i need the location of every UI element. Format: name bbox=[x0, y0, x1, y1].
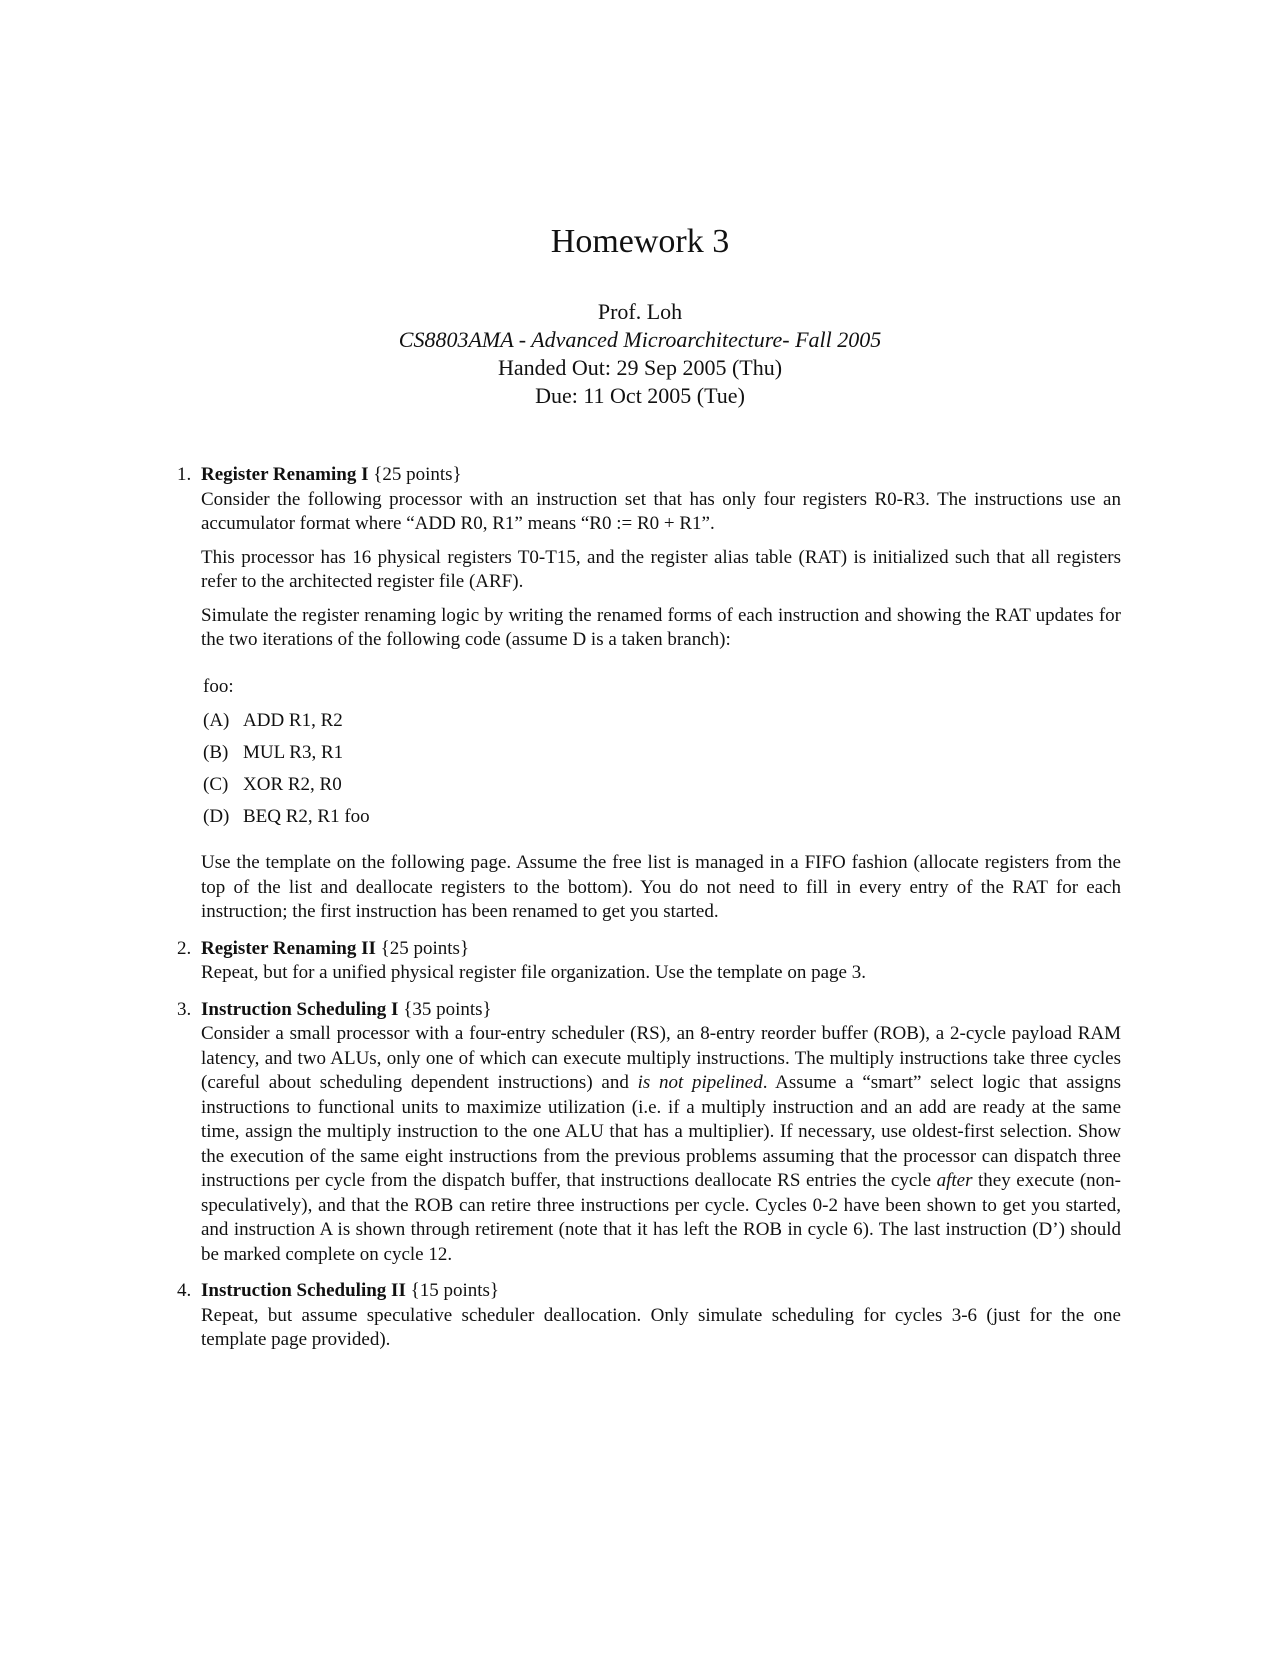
handed-out-date: Handed Out: 29 Sep 2005 (Thu) bbox=[497, 355, 783, 380]
problem-number: 1. bbox=[177, 464, 192, 485]
paragraph-text: Consider a small processor with a four-entry scheduler (RS), an 8-entry reorder buffer (ROB), a 2-cycle payload RAM latency, and two ALUs, only one of which can execute multiply instructions. The multiply instructions take three cycles (careful about scheduling dependent instructions) and bbox=[201, 1023, 1121, 1093]
paragraph: Repeat, but assume speculative scheduler deallocation. Only simulate scheduling for cycles 3-6 (just for the one template page provided). bbox=[201, 1304, 1121, 1350]
problem-title: Instruction Scheduling II bbox=[201, 1280, 406, 1301]
instruction-text: MUL R3, R1 bbox=[243, 742, 344, 763]
code-listing bbox=[203, 675, 1121, 830]
code-line bbox=[203, 741, 1121, 765]
instruction-tag: (A) bbox=[203, 710, 230, 731]
instruction-tag: (D) bbox=[203, 806, 230, 827]
due-date: Due: 11 Oct 2005 (Tue) bbox=[535, 383, 745, 408]
problem-title: Register Renaming II bbox=[201, 937, 376, 959]
document-title: Homework 3 bbox=[550, 223, 730, 260]
author: Prof. Loh bbox=[597, 299, 683, 324]
problem-number: 4. bbox=[177, 1280, 192, 1301]
code-label: foo: bbox=[203, 675, 234, 697]
problem-number: 2. bbox=[177, 937, 192, 959]
instruction-text: XOR R2, R0 bbox=[243, 774, 342, 795]
problem-list bbox=[163, 463, 1121, 1365]
problem-title: Register Renaming I bbox=[201, 464, 369, 485]
problem-4-body bbox=[201, 1279, 1121, 1353]
code-line bbox=[203, 805, 1121, 829]
problem-3 bbox=[163, 998, 1121, 1268]
problem-2 bbox=[163, 937, 1121, 986]
course-name: CS8803AMA - Advanced Microarchitecture- Fall 2005 bbox=[398, 327, 882, 352]
instruction-tag: (C) bbox=[203, 774, 229, 795]
paragraph-text: they execute (non-speculatively), and that the ROB can retire three instructions per cycle. Cycles 0-2 have been shown to get you started, and instruction A is shown through retirement (note that it has left the ROB in cycle 6). The last instruction (D’) should be marked complete on cycle 12. bbox=[201, 1170, 1121, 1265]
problem-1 bbox=[163, 463, 1121, 925]
instruction-text: BEQ R2, R1 foo bbox=[243, 806, 370, 827]
problem-number: 3. bbox=[177, 998, 192, 1020]
paragraph: Simulate the register renaming logic by writing the renamed forms of each instruction and showing the RAT updates for the two iterations of the following code (assume D is a taken branch): bbox=[201, 604, 1121, 650]
paragraph: Use the template on the following page. Assume the free list is managed in a FIFO fashion (allocate registers from the top of the list and deallocate registers to the bottom). You do not need to fill in every entry of the RAT for each instruction; the first instruction has been renamed to get you started. bbox=[201, 852, 1121, 922]
problem-points: { 25 points } bbox=[381, 938, 469, 959]
problem-4 bbox=[163, 1279, 1121, 1353]
emphasis-text: after bbox=[936, 1170, 973, 1191]
code-line bbox=[203, 773, 1121, 797]
instruction-text: ADD R1, R2 bbox=[243, 710, 343, 731]
problem-3-body bbox=[201, 998, 1121, 1268]
problem-points: { 25 points } bbox=[373, 464, 461, 485]
code-line bbox=[203, 709, 1121, 733]
instruction-tag: (B) bbox=[203, 742, 229, 763]
paragraph: Consider the following processor with an instruction set that has only four registers R0-R3. The instructions use an accumulator format where “ADD R0, R1” means “R0 := R0 + R1”. bbox=[201, 488, 1121, 534]
emphasis-text: is not pipelined bbox=[637, 1072, 763, 1093]
problem-points: { 15 points } bbox=[411, 1280, 499, 1301]
paragraph: Repeat, but for a unified physical register file organization. Use the template on page 3. bbox=[201, 962, 866, 983]
paragraph: This processor has 16 physical registers T0-T15, and the register alias table (RAT) is initialized such that all registers refer to the architected register file (ARF). bbox=[201, 546, 1121, 592]
problem-points: { 35 points } bbox=[403, 999, 491, 1020]
paragraph-text: . Assume a “smart” select logic that assigns instructions to functional units to maximize utilization (i.e. if a multiply instruction and an add are ready at the same time, assign the multiply instruction to the one ALU that has a multiplier). If necessary, use oldest-first selection. Show the execution of the same eight instructions from the previous problems assuming that the processor can dispatch three instructions per cycle from the dispatch buffer, that instructions deallocate RS entries the cycle bbox=[201, 1072, 1122, 1191]
problem-title: Instruction Scheduling I bbox=[201, 998, 399, 1020]
problem-1-para-1 bbox=[201, 463, 1121, 537]
problem-2-body bbox=[201, 937, 1121, 986]
document-header bbox=[0, 298, 1280, 410]
